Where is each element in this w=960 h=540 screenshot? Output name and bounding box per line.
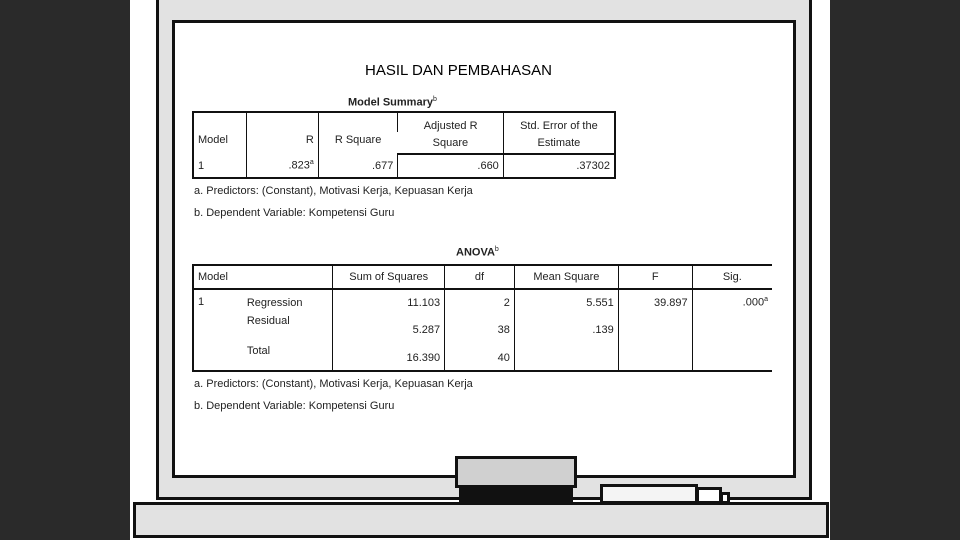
page-title: HASIL DAN PEMBAHASAN (365, 62, 552, 79)
marker-icon (600, 484, 730, 504)
header-adjusted-r-bottom: Square (398, 132, 503, 154)
cell-adjusted-r-square: .660 (398, 154, 503, 178)
eraser-icon (455, 456, 577, 504)
anova-table (192, 264, 772, 372)
whiteboard-tray (133, 502, 829, 538)
cell-sum-of-squares: 11.103 (333, 289, 445, 315)
header-std-error-top: Std. Error of the (503, 112, 615, 132)
header-model: Model (193, 265, 333, 289)
table-row (193, 154, 615, 178)
table-row (193, 315, 772, 345)
cell-std-error: .37302 (503, 154, 615, 178)
cell-sum-of-squares: 16.390 (333, 345, 445, 371)
cell-mean-square (514, 345, 618, 371)
header-r: R (247, 112, 318, 154)
table-row (193, 345, 772, 371)
header-mean-square: Mean Square (514, 265, 618, 289)
anova-note-a: a. Predictors: (Constant), Motivasi Kerja, Kepuasan Kerja (194, 378, 473, 390)
cell-sig (692, 315, 772, 345)
model-summary-title: Model Summary$^b$ (348, 96, 437, 109)
table-row (193, 289, 772, 315)
header-std-error-bottom: Estimate (503, 132, 615, 154)
header-r-square: R Square (318, 112, 398, 154)
model-summary-note-a: a. Predictors: (Constant), Motivasi Kerja, Kepuasan Kerja (194, 185, 473, 197)
cell-df: 38 (445, 315, 515, 345)
cell-df: 40 (445, 345, 515, 371)
header-sig: Sig. (692, 265, 772, 289)
anova-note-b: b. Dependent Variable: Kompetensi Guru (194, 400, 395, 412)
cell-r-square: .677 (318, 154, 398, 178)
cell-source: Residual (246, 315, 290, 327)
model-summary-note-b: b. Dependent Variable: Kompetensi Guru (194, 207, 395, 219)
header-f: F (618, 265, 692, 289)
model-summary-table (192, 111, 616, 179)
cell-f: 39.897 (618, 289, 692, 315)
cell-f (618, 345, 692, 371)
anova-title: ANOVA$^b$ (456, 246, 499, 259)
header-sum-of-squares: Sum of Squares (333, 265, 445, 289)
cell-df: 2 (445, 289, 515, 315)
cell-sig: .000$^a$ (692, 289, 772, 315)
cell-model: 1 (198, 159, 205, 172)
cell-source: Regression (246, 296, 303, 309)
cell-r: .823$^a$ (247, 154, 318, 178)
cell-source: Total (246, 345, 271, 357)
cell-sig (692, 345, 772, 371)
cell-sum-of-squares: 5.287 (333, 315, 445, 345)
cell-f (618, 315, 692, 345)
cell-mean-square: .139 (514, 315, 618, 345)
header-adjusted-r-top: Adjusted R (398, 112, 503, 132)
cell-model-number: 1 (198, 296, 205, 308)
header-df: df (445, 265, 515, 289)
cell-mean-square: 5.551 (514, 289, 618, 315)
header-model: Model (198, 133, 228, 146)
